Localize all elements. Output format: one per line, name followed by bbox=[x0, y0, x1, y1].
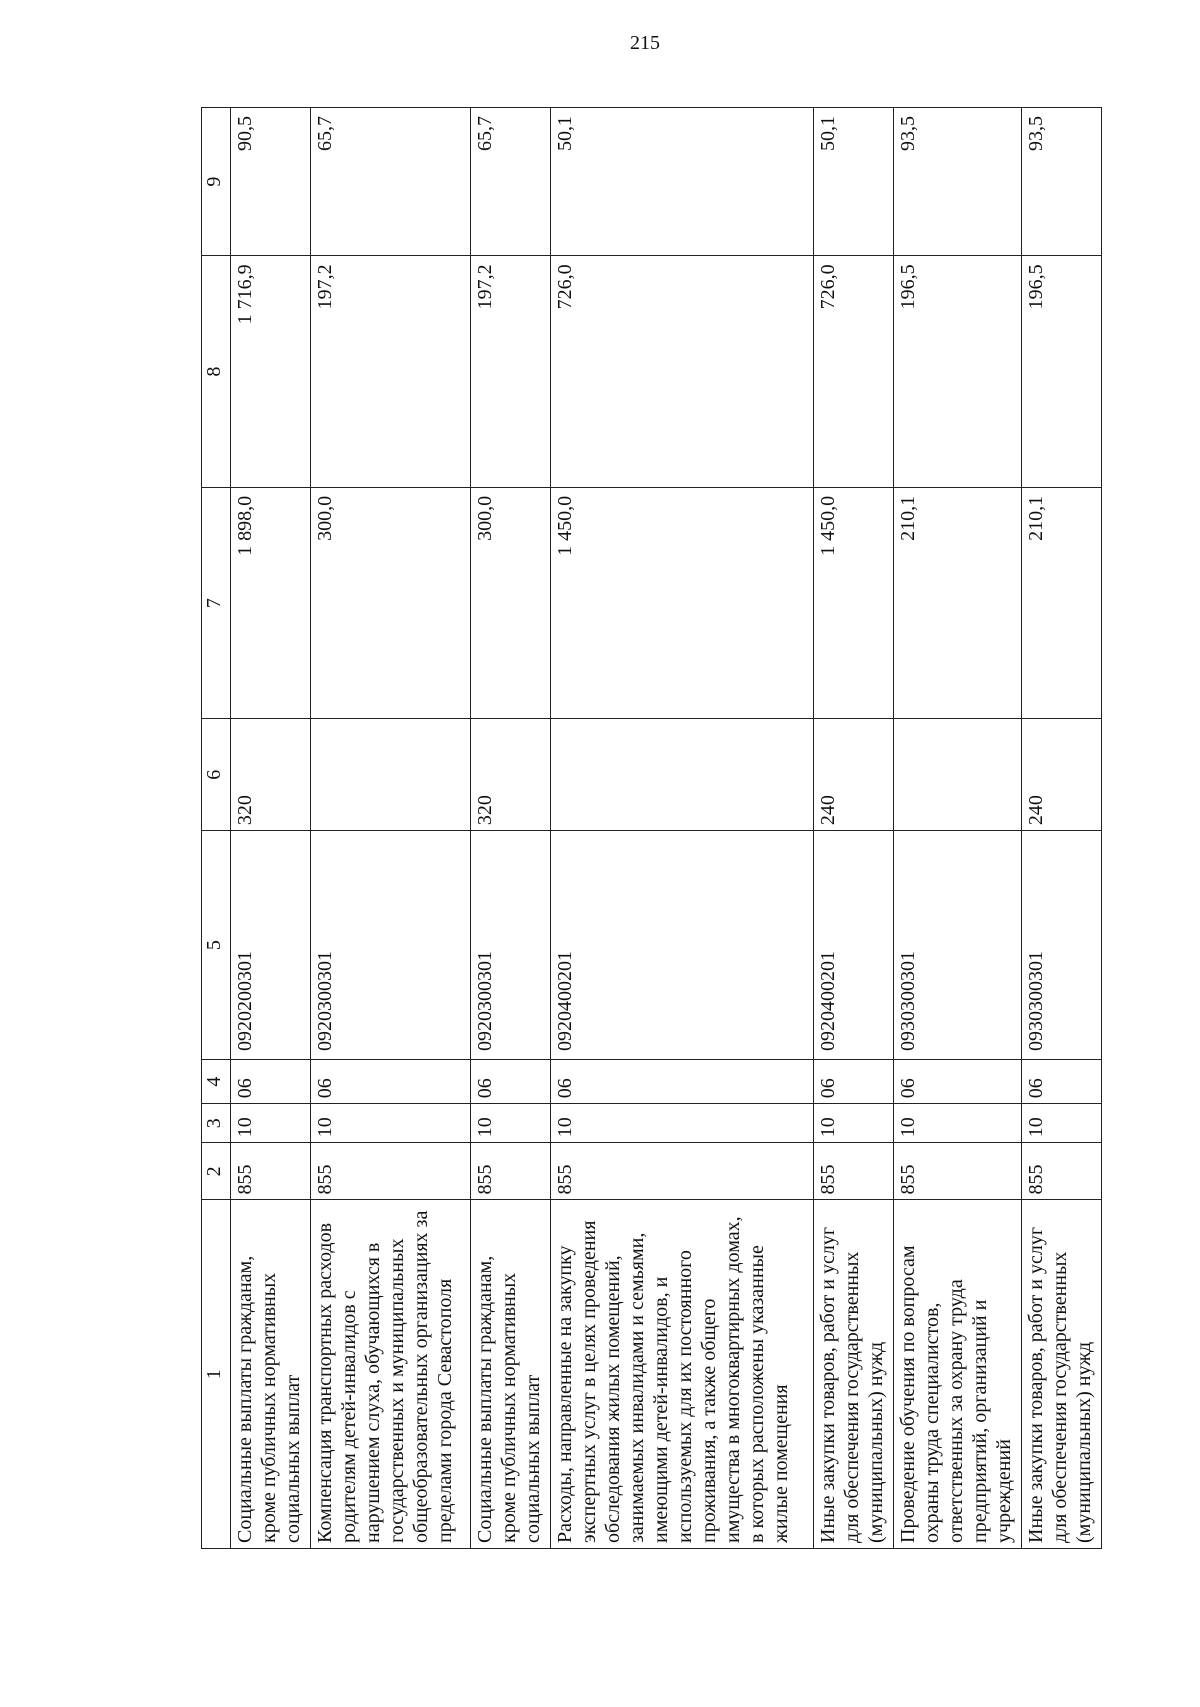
cell-c9: 65,7 bbox=[471, 108, 551, 256]
cell-c3: 10 bbox=[471, 1104, 551, 1143]
cell-c7: 300,0 bbox=[311, 487, 471, 718]
table-row bbox=[471, 108, 551, 1549]
cell-c8: 197,2 bbox=[471, 256, 551, 487]
cell-c3: 10 bbox=[1021, 1104, 1101, 1143]
row-name: Социальные выплаты гражданам, кроме публичных нормативных социальных выплат bbox=[231, 1200, 311, 1549]
table-row bbox=[813, 108, 893, 1549]
cell-c7: 1 450,0 bbox=[551, 487, 814, 718]
col-header-1: 1 bbox=[202, 1200, 231, 1549]
cell-c2: 855 bbox=[1021, 1143, 1101, 1200]
cell-c5: 0920300301 bbox=[471, 831, 551, 1060]
cell-c6: 320 bbox=[231, 719, 311, 831]
cell-c3: 10 bbox=[311, 1104, 471, 1143]
col-header-9: 9 bbox=[202, 108, 231, 256]
cell-c2: 855 bbox=[893, 1143, 1021, 1200]
cell-c5: 0920400201 bbox=[551, 831, 814, 1060]
cell-c7: 210,1 bbox=[1021, 487, 1101, 718]
cell-c2: 855 bbox=[471, 1143, 551, 1200]
cell-c3: 10 bbox=[231, 1104, 311, 1143]
cell-c2: 855 bbox=[813, 1143, 893, 1200]
budget-table bbox=[201, 107, 1102, 1549]
cell-c6 bbox=[893, 719, 1021, 831]
col-header-4: 4 bbox=[202, 1060, 231, 1104]
cell-c9: 50,1 bbox=[551, 108, 814, 256]
cell-c4: 06 bbox=[551, 1060, 814, 1104]
col-header-2: 2 bbox=[202, 1143, 231, 1200]
table-row bbox=[311, 108, 471, 1549]
cell-c8: 197,2 bbox=[311, 256, 471, 487]
cell-c3: 10 bbox=[893, 1104, 1021, 1143]
cell-c4: 06 bbox=[1021, 1060, 1101, 1104]
cell-c3: 10 bbox=[813, 1104, 893, 1143]
cell-c3: 10 bbox=[551, 1104, 814, 1143]
table-row bbox=[1021, 108, 1101, 1549]
cell-c6 bbox=[311, 719, 471, 831]
cell-c4: 06 bbox=[471, 1060, 551, 1104]
cell-c8: 1 716,9 bbox=[231, 256, 311, 487]
cell-c8: 726,0 bbox=[551, 256, 814, 487]
cell-c6: 320 bbox=[471, 719, 551, 831]
cell-c9: 65,7 bbox=[311, 108, 471, 256]
cell-c5: 0930300301 bbox=[893, 831, 1021, 1060]
cell-c5: 0930300301 bbox=[1021, 831, 1101, 1060]
cell-c2: 855 bbox=[551, 1143, 814, 1200]
row-name: Социальные выплаты гражданам, кроме публичных нормативных социальных выплат bbox=[471, 1200, 551, 1549]
cell-c2: 855 bbox=[311, 1143, 471, 1200]
col-header-5: 5 bbox=[202, 831, 231, 1060]
table-row bbox=[893, 108, 1021, 1549]
rotated-table-container bbox=[201, 107, 1102, 1549]
cell-c9: 90,5 bbox=[231, 108, 311, 256]
cell-c6: 240 bbox=[1021, 719, 1101, 831]
cell-c9: 93,5 bbox=[1021, 108, 1101, 256]
col-header-6: 6 bbox=[202, 719, 231, 831]
cell-c8: 196,5 bbox=[1021, 256, 1101, 487]
col-header-7: 7 bbox=[202, 487, 231, 718]
row-name: Проведение обучения по вопросам охраны труда специалистов, ответственных за охрану труда предприятий, организаций и учреждений bbox=[893, 1200, 1021, 1549]
cell-c2: 855 bbox=[231, 1143, 311, 1200]
table-row bbox=[231, 108, 311, 1549]
row-name: Иные закупки товаров, работ и услуг для обеспечения государственных (муниципальных) нужд bbox=[1021, 1200, 1101, 1549]
col-header-8: 8 bbox=[202, 256, 231, 487]
cell-c4: 06 bbox=[231, 1060, 311, 1104]
row-name: Компенсация транспортных расходов родителям детей-инвалидов с нарушением слуха, обучающихся в государственных и муниципальных общеобразовательных организациях за пределами города Севастополя bbox=[311, 1200, 471, 1549]
cell-c7: 300,0 bbox=[471, 487, 551, 718]
page-number: 215 bbox=[630, 32, 660, 54]
cell-c6 bbox=[551, 719, 814, 831]
cell-c4: 06 bbox=[893, 1060, 1021, 1104]
cell-c7: 1 450,0 bbox=[813, 487, 893, 718]
col-header-3: 3 bbox=[202, 1104, 231, 1143]
cell-c7: 1 898,0 bbox=[231, 487, 311, 718]
table-row bbox=[551, 108, 814, 1549]
cell-c5: 0920300301 bbox=[311, 831, 471, 1060]
cell-c4: 06 bbox=[311, 1060, 471, 1104]
cell-c8: 196,5 bbox=[893, 256, 1021, 487]
cell-c9: 93,5 bbox=[893, 108, 1021, 256]
cell-c4: 06 bbox=[813, 1060, 893, 1104]
header-row bbox=[202, 108, 231, 1549]
cell-c7: 210,1 bbox=[893, 487, 1021, 718]
cell-c5: 0920400201 bbox=[813, 831, 893, 1060]
cell-c9: 50,1 bbox=[813, 108, 893, 256]
cell-c8: 726,0 bbox=[813, 256, 893, 487]
row-name: Расходы, направленные на закупку экспертных услуг в целях проведения обследования жилых помещений, занимаемых инвалидами и семьями, имеющими детей-инвалидов, и используемых для их постоянного проживания, а также общего имущества в многоквартирных домах, в которых расположены указанные жилые помещения bbox=[551, 1200, 814, 1549]
cell-c6: 240 bbox=[813, 719, 893, 831]
cell-c5: 0920200301 bbox=[231, 831, 311, 1060]
row-name: Иные закупки товаров, работ и услуг для обеспечения государственных (муниципальных) нужд bbox=[813, 1200, 893, 1549]
